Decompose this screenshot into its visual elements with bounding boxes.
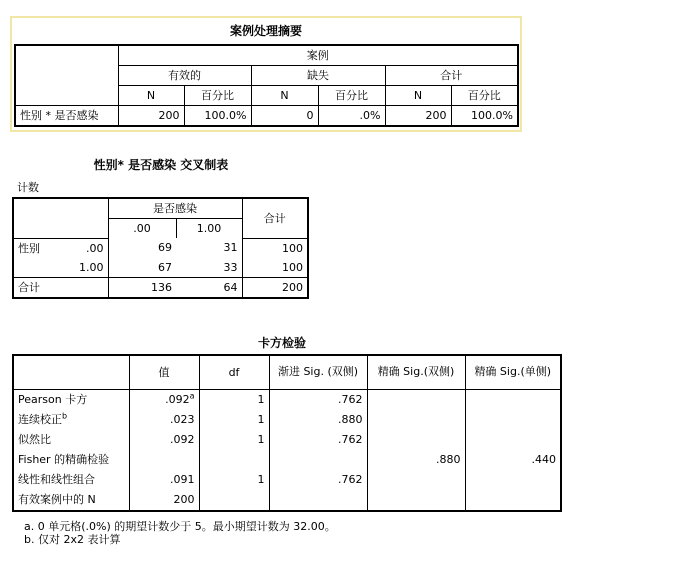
header-n: N (385, 86, 451, 106)
row-label: 连续校正$^b$ (13, 410, 129, 430)
cell-value: 200 (242, 277, 308, 298)
cell-value: .092$^a$ (129, 389, 199, 410)
cell-value: 100 (242, 238, 308, 258)
header-df: df (199, 355, 269, 389)
cell-asym (269, 450, 367, 470)
total-header: 合计 (242, 198, 308, 238)
footnote-marker: a (189, 391, 195, 401)
cell-exact2 (367, 410, 465, 430)
footnote-a: a. 0 单元格(.0%) 的期望计数少于 5。最小期望计数为 32.00。 (24, 520, 336, 533)
cell-value: 136 (151, 280, 172, 294)
footnote-marker: b (62, 411, 68, 421)
cell-exact2 (367, 389, 465, 410)
row-label: .00 (58, 238, 108, 258)
cell-value: 200 (118, 106, 184, 127)
cell-df: 1 (199, 470, 269, 490)
cell-exact1 (465, 430, 561, 450)
cell-value: 67 (108, 258, 176, 278)
cell-value: 100.0% (451, 106, 518, 127)
cell-exact1 (465, 470, 561, 490)
cell-df (199, 450, 269, 470)
header-pct: 百分比 (184, 86, 251, 106)
header-pct: 百分比 (318, 86, 385, 106)
chi-square-title: 卡方检验 (257, 336, 306, 350)
cell-value (129, 450, 199, 470)
cell-value: 200 (129, 490, 199, 511)
cell-value: 100.0% (184, 106, 251, 127)
header-missing: 缺失 (251, 66, 385, 86)
cell-exact1 (465, 389, 561, 410)
row-label: 似然比 (13, 430, 129, 450)
cell-asym: .762 (269, 470, 367, 490)
row-label: 1.00 (58, 258, 108, 278)
cell-value: .091 (129, 470, 199, 490)
col-group-header: 是否感染 (108, 198, 242, 219)
row-label: 线性和线性组合 (13, 470, 129, 490)
cell-asym: .880 (269, 410, 367, 430)
cell-value: 0 (251, 106, 318, 127)
cell-asym: .762 (269, 389, 367, 410)
case-summary-title: 案例处理摘要 (229, 24, 302, 38)
cell-df: 1 (199, 389, 269, 410)
cell-exact2 (367, 490, 465, 511)
header-cases: 案例 (118, 45, 518, 66)
header-value: 值 (129, 355, 199, 389)
row-label: 有效案例中的 N (13, 490, 129, 511)
cell-asym: .762 (269, 430, 367, 450)
col-header: .00 (108, 219, 176, 239)
header-total: 合计 (385, 66, 518, 86)
corner-cell (15, 45, 118, 106)
cell-value: .023 (129, 410, 199, 430)
cell-value: 31 (223, 241, 238, 255)
cell-exact1 (465, 490, 561, 511)
cell-value: 200 (385, 106, 451, 127)
header-n: N (251, 86, 318, 106)
header-asym-sig: 渐进 Sig. (双侧) (269, 355, 367, 389)
chi-square-table[interactable] (12, 354, 562, 512)
corner-cell (13, 198, 108, 238)
crosstab-table[interactable] (12, 197, 309, 299)
col-header: 1.00 (196, 222, 222, 235)
header-exact-sig-2: 精确 Sig.(双侧) (367, 355, 465, 389)
cell-exact2 (367, 470, 465, 490)
cell-df: 1 (199, 430, 269, 450)
total-row-label: 合计 (13, 277, 108, 298)
cell-value: 100 (242, 258, 308, 278)
cell-exact2: .880 (367, 450, 465, 470)
case-summary-table (14, 44, 519, 127)
cell-exact2 (367, 430, 465, 450)
corner-cell (13, 355, 129, 389)
cell-value: 33 (176, 258, 242, 278)
cell-df: 1 (199, 410, 269, 430)
crosstab-title: 性别* 是否感染 交叉制表 (93, 158, 229, 172)
row-group-label: 性别 (18, 241, 40, 255)
cell-exact1: .440 (531, 453, 556, 466)
cell-value: 64 (223, 280, 238, 294)
header-valid: 有效的 (118, 66, 251, 86)
cell-exact1 (465, 410, 561, 430)
row-label: 性别 * 是否感染 (15, 106, 118, 127)
row-label: Fisher 的精确检验 (13, 450, 129, 470)
header-pct: 百分比 (451, 86, 518, 106)
cell-value: 69 (158, 241, 172, 255)
header-n: N (118, 86, 184, 106)
header-exact-sig-1: 精确 Sig.(单侧) (465, 355, 561, 389)
cell-df (199, 490, 269, 511)
cell-asym (269, 490, 367, 511)
count-label: 计数 (17, 181, 39, 194)
cell-value: .0% (318, 106, 385, 127)
footnote-b: b. 仅对 2x2 表计算 (24, 533, 121, 546)
cell-value: .092 (129, 430, 199, 450)
row-label: Pearson 卡方 (13, 389, 129, 410)
case-summary-panel[interactable] (10, 16, 522, 132)
